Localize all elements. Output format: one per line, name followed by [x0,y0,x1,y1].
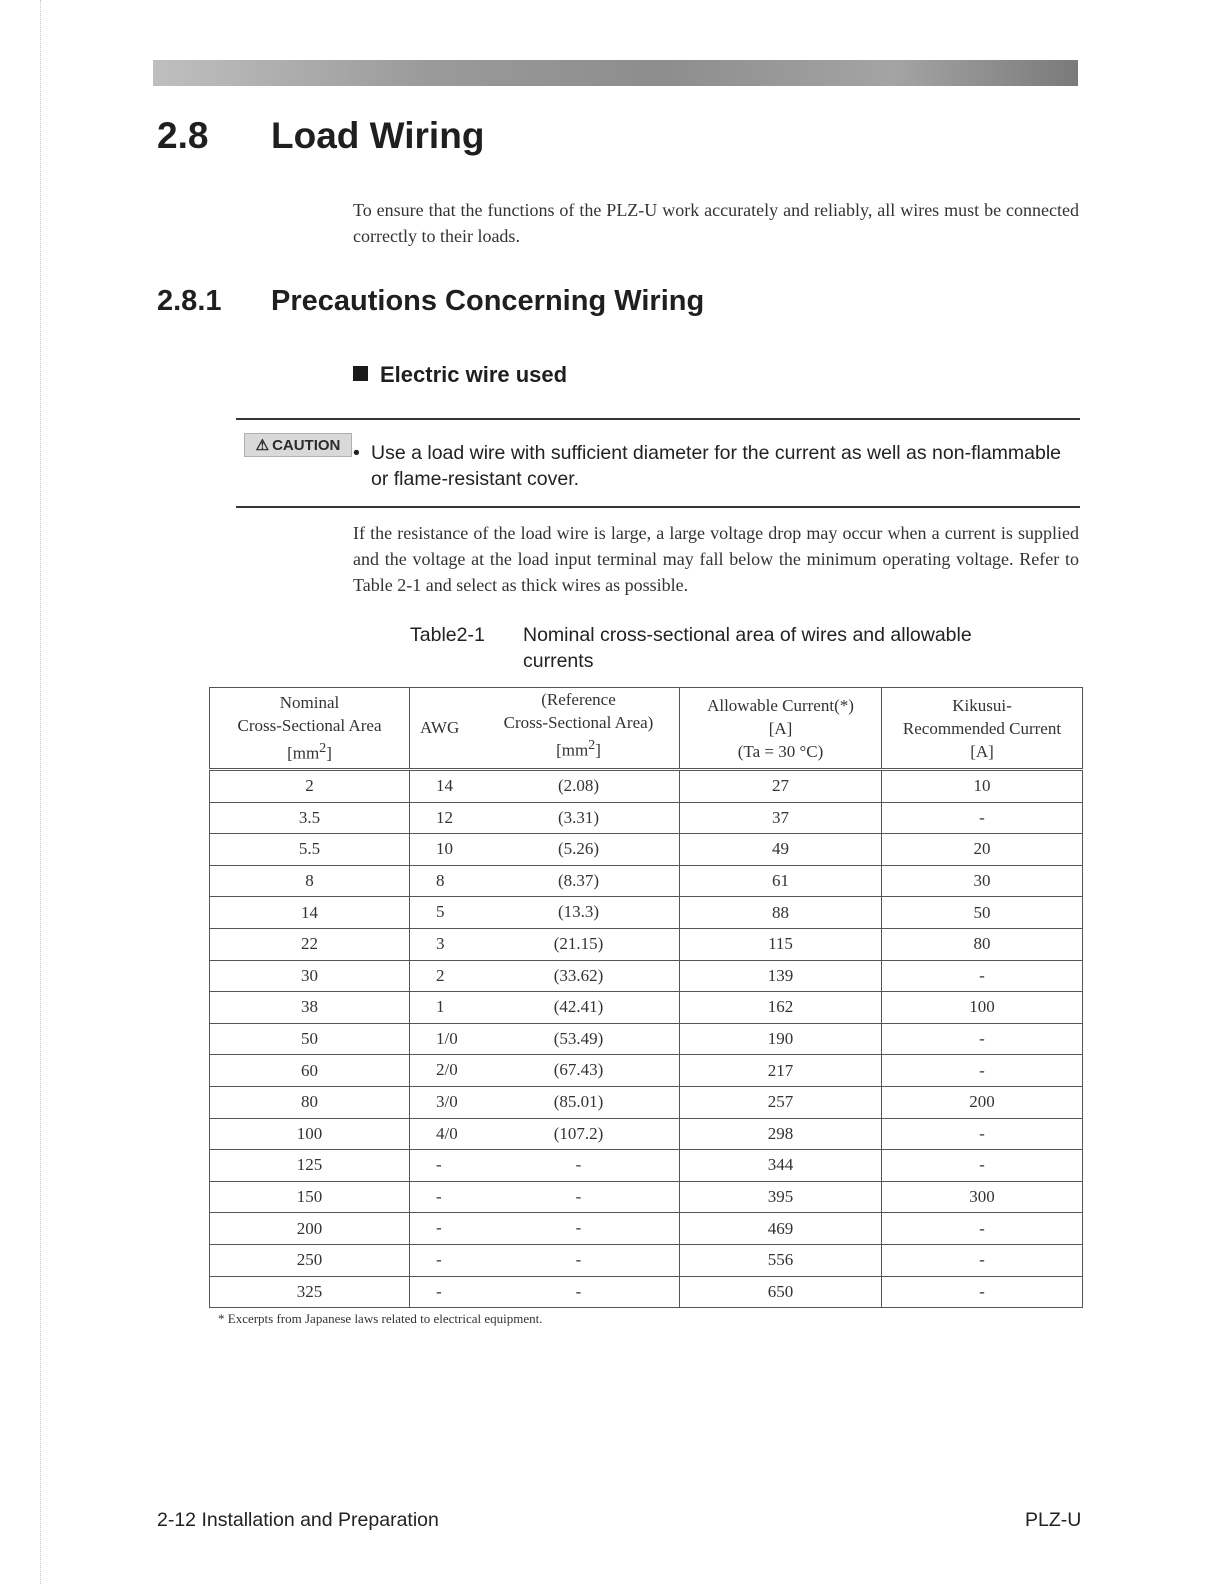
cell-awg: - [436,1186,442,1206]
table-body [210,770,1083,1308]
cell-allowable-current: 88 [680,897,882,929]
cell-recommended-current: - [882,1150,1083,1182]
header-bar [153,60,1078,86]
table-row [210,992,1083,1024]
cell-reference-area: (85.01) [553,1091,604,1111]
caution-box [236,418,1080,508]
cell-awg: 1 [436,997,445,1017]
caution-body: Use a load wire with sufficient diameter for the current as well as non-flammable or flame-resistant cover. [371,442,1062,490]
topic-heading [353,362,567,388]
cell-area: 8 [210,865,410,897]
cell-awg: - [436,1218,442,1238]
cell-awg-reference [410,1181,680,1213]
cell-awg: 8 [436,870,445,890]
section-title: Load Wiring [271,115,485,156]
table-row [210,1181,1083,1213]
cell-allowable-current: 469 [680,1213,882,1245]
cell-allowable-current: 162 [680,992,882,1024]
caution-text [353,440,1079,492]
cell-allowable-current: 61 [680,865,882,897]
header-nominal-unit-close: ] [326,743,332,763]
cell-reference-area: - [575,1155,582,1175]
cell-awg-reference [410,992,680,1024]
cell-area: 250 [210,1244,410,1276]
cell-awg-reference [410,1213,680,1245]
cell-reference-area: (33.62) [553,965,604,985]
cell-awg: - [436,1155,442,1175]
cell-reference-area: (107.2) [553,1123,604,1143]
cell-awg: 4/0 [436,1123,458,1143]
cell-recommended-current: - [882,1213,1083,1245]
cell-awg-reference [410,770,680,803]
cell-awg-reference [410,802,680,834]
cell-reference-area: - [575,1218,582,1238]
table-row [210,1244,1083,1276]
table-row [210,802,1083,834]
cell-awg-reference [410,834,680,866]
page-margin-rule [40,0,41,1584]
cell-reference-area: - [575,1186,582,1206]
header-ref-unit: [mm [556,740,589,760]
cell-reference-area: (67.43) [553,1060,604,1080]
footer-product-name: PLZ-U [1025,1509,1082,1531]
footer-page-label: 2-12 Installation and Preparation [157,1509,439,1531]
cell-awg-reference [410,928,680,960]
header-ref-unit-sup: 2 [588,737,596,753]
caution-bullet: • [353,442,360,464]
cell-awg: 14 [436,776,453,795]
table-row [210,1023,1083,1055]
cell-recommended-current: - [882,802,1083,834]
table-row [210,770,1083,803]
header-allow-line1: Allowable Current(*) [707,695,854,715]
header-kik-line1: Kikusui- [952,695,1012,715]
cell-reference-area: (42.41) [553,997,604,1017]
table-row [210,1086,1083,1118]
cell-allowable-current: 257 [680,1086,882,1118]
cell-area: 5.5 [210,834,410,866]
cell-awg-reference [410,1276,680,1308]
header-ref-unit-close: ] [595,740,601,760]
section-number: 2.8 [157,115,209,156]
table-row [210,1055,1083,1087]
cell-recommended-current: 100 [882,992,1083,1024]
cell-allowable-current: 37 [680,802,882,834]
table-row [210,928,1083,960]
header-awg-reference [410,688,680,770]
cell-allowable-current: 395 [680,1181,882,1213]
table-header-row [210,688,1083,770]
cell-awg-reference [410,1150,680,1182]
cell-reference-area: (8.37) [557,870,600,890]
subsection-title: Precautions Concerning Wiring [271,285,705,317]
cell-allowable-current: 115 [680,928,882,960]
cell-allowable-current: 190 [680,1023,882,1055]
header-allowable-current [680,688,882,770]
cell-awg-reference [410,1023,680,1055]
square-bullet-icon [353,366,368,381]
cell-awg: 2 [436,965,445,985]
cell-area: 60 [210,1055,410,1087]
table-footnote: * Excerpts from Japanese laws related to electrical equipment. [218,1311,543,1326]
warning-triangle-icon: ⚠ [255,437,270,454]
cell-area: 150 [210,1181,410,1213]
table-row [210,1118,1083,1150]
cell-awg: - [436,1281,442,1301]
caution-label: CAUTION [272,436,341,454]
subsection-number: 2.8.1 [157,285,222,317]
cell-area: 50 [210,1023,410,1055]
cell-awg: 2/0 [436,1060,458,1080]
caution-badge [244,433,352,457]
cell-awg: - [436,1249,442,1269]
table-row [210,1150,1083,1182]
cell-recommended-current: - [882,1055,1083,1087]
cell-reference-area: (21.15) [553,933,604,953]
header-allow-line3: (Ta = 30 °C) [737,741,824,761]
cell-allowable-current: 217 [680,1055,882,1087]
cell-allowable-current: 556 [680,1244,882,1276]
cell-allowable-current: 139 [680,960,882,992]
table-row [210,865,1083,897]
cell-reference-area: - [575,1249,582,1269]
table-row [210,1213,1083,1245]
header-nominal-unit: [mm [287,743,320,763]
cell-recommended-current: 300 [882,1181,1083,1213]
cell-awg: 5 [436,902,445,922]
cell-area: 22 [210,928,410,960]
topic-heading-text: Electric wire used [380,362,568,387]
table-caption-label: Table2-1 [410,624,485,646]
header-nominal-line2: Cross-Sectional Area [237,716,382,736]
header-kik-line3: [A] [970,741,994,761]
cell-reference-area: (5.26) [557,839,600,859]
cell-recommended-current: - [882,960,1083,992]
cell-area: 30 [210,960,410,992]
header-awg: AWG [420,718,460,737]
cell-area: 14 [210,897,410,929]
body-paragraph: If the resistance of the load wire is large, a large voltage drop may occur when a current is supplied and the voltage at the load input terminal may fall below the minimum operating voltage. Refer to Table 2-1 and select as thick wires as possible. [353,523,1079,595]
table-row [210,897,1083,929]
cell-recommended-current: 30 [882,865,1083,897]
table-caption-title: Nominal cross-sectional area of wires and allowable currents [523,624,972,672]
cell-area: 38 [210,992,410,1024]
table-row [210,1276,1083,1308]
cell-recommended-current: - [882,1244,1083,1276]
header-ref-line1: (Reference [541,690,616,709]
cell-awg: 3/0 [436,1091,458,1111]
cell-recommended-current: 20 [882,834,1083,866]
cell-area: 2 [210,770,410,803]
cell-reference-area: (13.3) [557,902,600,922]
cell-awg-reference [410,1244,680,1276]
cell-allowable-current: 298 [680,1118,882,1150]
cell-recommended-current: - [882,1118,1083,1150]
header-kik-line2: Recommended Current [902,718,1062,738]
cell-area: 325 [210,1276,410,1308]
wire-table [209,687,1083,1308]
cell-awg-reference [410,865,680,897]
cell-reference-area: (53.49) [553,1028,604,1048]
header-recommended-current [882,688,1083,770]
cell-allowable-current: 49 [680,834,882,866]
cell-recommended-current: 50 [882,897,1083,929]
cell-awg: 10 [436,839,453,859]
header-reference-area [490,688,667,762]
cell-recommended-current: - [882,1276,1083,1308]
cell-reference-area: (3.31) [557,807,600,827]
cell-awg-reference [410,897,680,929]
cell-awg: 1/0 [436,1028,458,1048]
cell-allowable-current: 344 [680,1150,882,1182]
table-row [210,960,1083,992]
cell-area: 3.5 [210,802,410,834]
cell-awg-reference [410,1086,680,1118]
cell-awg-reference [410,960,680,992]
cell-recommended-current: 200 [882,1086,1083,1118]
cell-allowable-current: 650 [680,1276,882,1308]
cell-area: 200 [210,1213,410,1245]
cell-area: 80 [210,1086,410,1118]
cell-recommended-current: 80 [882,928,1083,960]
header-ref-line2: Cross-Sectional Area) [503,713,654,732]
cell-awg-reference [410,1055,680,1087]
header-nominal-unit-sup: 2 [319,740,327,757]
header-nominal-line1: Nominal [279,693,340,713]
table-row [210,834,1083,866]
cell-area: 125 [210,1150,410,1182]
cell-recommended-current: 10 [882,770,1083,803]
cell-awg-reference [410,1118,680,1150]
cell-area: 100 [210,1118,410,1150]
cell-recommended-current: - [882,1023,1083,1055]
header-allow-line2: [A] [768,718,793,738]
cell-awg: 12 [436,807,453,827]
header-nominal-area [210,688,410,770]
cell-allowable-current: 27 [680,770,882,803]
cell-reference-area: (2.08) [557,776,600,795]
intro-paragraph: To ensure that the functions of the PLZ-U work accurately and reliably, all wires must be connected correctly to their loads. [353,200,1079,246]
cell-reference-area: - [575,1281,582,1301]
cell-awg: 3 [436,933,445,953]
